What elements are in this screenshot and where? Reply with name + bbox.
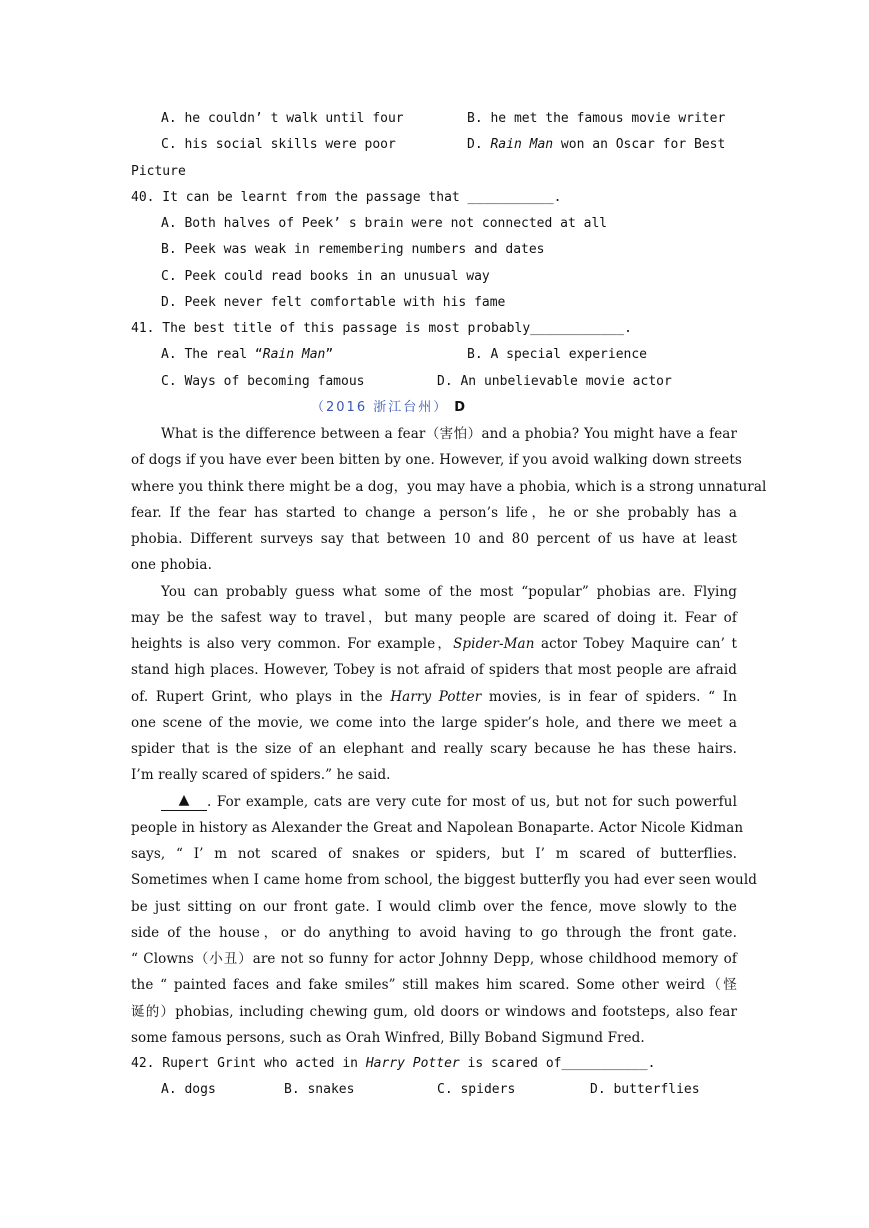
passage-p2-line-7: spider that is the size of an elephant and really scary because he has these hairs. bbox=[131, 741, 737, 757]
passage-p3-line-3: says, “ I’ m not scared of snakes or spiders, but I’ m scared of butterflies. bbox=[131, 846, 737, 862]
passage-p2-line-5: of. Rupert Grint, who plays in the Harry Potter movies, is in fear of spiders. “ In bbox=[131, 689, 737, 705]
q40-option-a: A. Both halves of Peek’ s brain were not connected at all bbox=[161, 216, 608, 231]
passage-p2-line-3: heights is also very common. For example，Spider-Man actor Tobey Maquire can’ t bbox=[131, 636, 737, 652]
section-heading: （2016 浙江台州） D bbox=[311, 400, 466, 415]
q42-stem: 42. Rupert Grint who acted in Harry Potter is scared of___________. bbox=[131, 1056, 656, 1071]
q40-option-d: D. Peek never felt comfortable with his fame bbox=[161, 295, 506, 310]
q41-option-c: C. Ways of becoming famous bbox=[161, 374, 365, 389]
passage-p3-line-8: the “ painted faces and fake smiles” still makes him scared. Some other weird（怪 bbox=[131, 977, 737, 993]
q42-option-a: A. dogs bbox=[161, 1082, 216, 1097]
q39-option-a: A. he couldn’ t walk until four bbox=[161, 111, 404, 126]
q41-option-a: A. The real “Rain Man” bbox=[161, 347, 334, 362]
passage-p1-line-4: fear. If the fear has started to change a person’s life，he or she probably has a bbox=[131, 505, 737, 521]
passage-p1-line-5: phobia. Different surveys say that between 10 and 80 percent of us have at least bbox=[131, 531, 737, 547]
passage-p2-line-8: I’m really scared of spiders.” he said. bbox=[131, 767, 391, 783]
q39-option-d: D. Rain Man won an Oscar for Best bbox=[467, 137, 726, 152]
q41-option-b: B. A special experience bbox=[467, 347, 648, 362]
passage-p3-line-5: be just sitting on our front gate. I would climb over the fence, move slowly to the bbox=[131, 899, 737, 915]
q39-option-b: B. he met the famous movie writer bbox=[467, 111, 726, 126]
q39-option-c: C. his social skills were poor bbox=[161, 137, 396, 152]
passage-p3-line-10: some famous persons, such as Orah Winfred, Billy Boband Sigmund Fred. bbox=[131, 1030, 645, 1046]
passage-p1-line-3: where you think there might be a dog，you may have a phobia, which is a strong unnatural bbox=[131, 479, 767, 495]
passage-p3-line-2: people in history as Alexander the Great and Napolean Bonaparte. Actor Nicole Kidman bbox=[131, 820, 744, 836]
q40-option-c: C. Peek could read books in an unusual way bbox=[161, 269, 490, 284]
passage-p3-line-1 bbox=[161, 793, 737, 811]
q41-option-d: D. An unbelievable movie actor bbox=[437, 374, 672, 389]
passage-p1-line-1: What is the difference between a fear（害怕）and a phobia? You might have a fear bbox=[161, 426, 737, 442]
passage-p1-line-2: of dogs if you have ever been bitten by one. However, if you avoid walking down streets bbox=[131, 452, 742, 468]
passage-p3-line-4: Sometimes when I came home from school, the biggest butterfly you had ever seen would bbox=[131, 872, 758, 888]
passage-p3-line-9: 诞的）phobias, including chewing gum, old doors or windows and footsteps, also fear bbox=[131, 1004, 737, 1020]
q39-option-d-wrap: Picture bbox=[131, 164, 186, 179]
q40-option-b: B. Peek was weak in remembering numbers and dates bbox=[161, 242, 545, 257]
passage-p3-line-7: “ Clowns（小丑）are not so funny for actor Johnny Depp, whose childhood memory of bbox=[131, 951, 737, 967]
passage-p2-line-6: one scene of the movie, we come into the large spider’s hole, and there we meet a bbox=[131, 715, 737, 731]
passage-p2-line-4: stand high places. However, Tobey is not afraid of spiders that most people are afraid bbox=[131, 662, 737, 678]
passage-p3-line-6: side of the house，or do anything to avoid having to go through the front gate. bbox=[131, 925, 737, 941]
passage-p3-line-1-text: . For example, cats are very cute for most of us, but not for such powerful bbox=[207, 794, 737, 810]
q42-option-b: B. snakes bbox=[284, 1082, 355, 1097]
q41-stem: 41. The best title of this passage is most probably____________. bbox=[131, 321, 632, 336]
q40-stem: 40. It can be learnt from the passage that ___________. bbox=[131, 190, 562, 205]
passage-p1-line-6: one phobia. bbox=[131, 557, 212, 573]
q42-option-d: D. butterflies bbox=[590, 1082, 700, 1097]
answer-blank: ▲ bbox=[161, 793, 207, 811]
q42-option-c: C. spiders bbox=[437, 1082, 516, 1097]
passage-p2-line-1: You can probably guess what some of the most “popular” phobias are. Flying bbox=[161, 584, 737, 600]
passage-p2-line-2: may be the safest way to travel，but many people are scared of doing it. Fear of bbox=[131, 610, 737, 626]
